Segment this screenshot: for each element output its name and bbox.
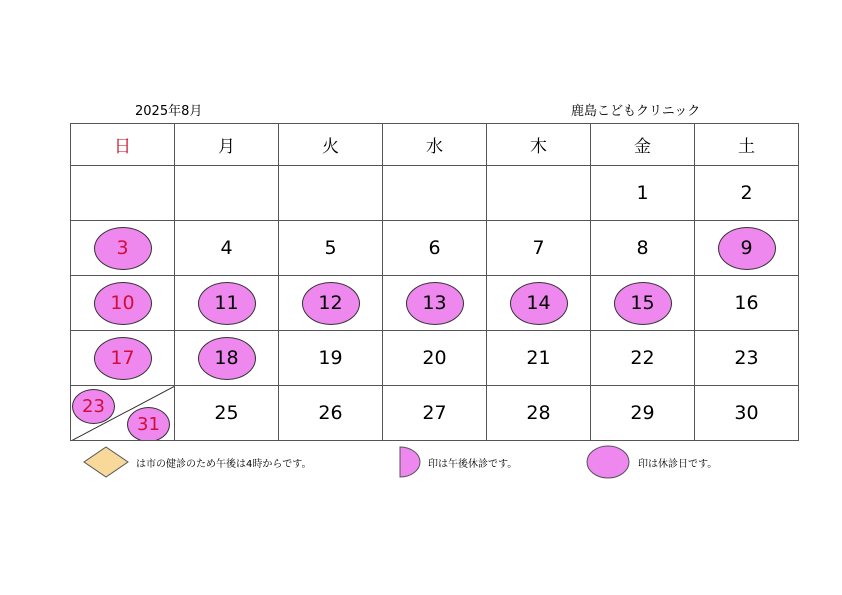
day-number: 21 [526,347,551,369]
day-number: 30 [734,402,759,424]
clinic-name: 鹿島こどもクリニック [571,104,701,119]
day-number: 7 [532,237,545,259]
holiday-marker: 23 [72,389,115,424]
day-number: 6 [428,237,441,259]
legend-afternoon-off-text: 印は午後休診です。 [428,458,518,470]
day-number: 20 [422,347,447,369]
day-number: 8 [636,237,649,259]
diamond-icon [82,445,130,479]
month-label: 2025年8月 [135,104,203,119]
day-cell [591,386,695,441]
day-cell [695,276,799,331]
day-cell [487,166,591,221]
day-cell [175,166,279,221]
day-cell [279,276,383,331]
day-number: 29 [630,402,655,424]
day-cell [175,386,279,441]
weekday-header-row [71,124,799,166]
day-cell [487,386,591,441]
holiday-marker: 31 [127,407,170,441]
holiday-marker: 9 [718,227,776,270]
day-cell [71,221,175,276]
day-number: 4 [220,237,233,259]
day-cell [175,276,279,331]
weekday-fri: 金 [591,124,695,166]
day-number: 16 [734,292,759,314]
day-cell [279,166,383,221]
day-cell [591,331,695,386]
holiday-marker: 13 [406,282,464,325]
holiday-marker: 12 [302,282,360,325]
weekday-thu: 木 [487,124,591,166]
week-row [71,276,799,331]
holiday-marker: 3 [94,227,152,270]
weekday-wed: 水 [383,124,487,166]
week-row [71,331,799,386]
split-day-cell [71,386,175,441]
day-cell [695,166,799,221]
day-cell [71,331,175,386]
legend-checkup-text: は市の健診のため午後は4時からです。 [136,458,312,470]
day-cell [487,331,591,386]
legend-closed-text: 印は休診日です。 [638,458,718,470]
weekday-sun: 日 [71,124,175,166]
legend-checkup [82,445,311,479]
day-number: 23 [734,347,759,369]
day-cell [383,221,487,276]
holiday-marker: 10 [94,282,152,325]
day-cell [71,276,175,331]
half-circle-icon [398,445,422,479]
day-number: 5 [324,237,337,259]
weekday-mon: 月 [175,124,279,166]
day-cell [591,166,695,221]
holiday-marker: 14 [510,282,568,325]
calendar-table [70,123,799,441]
day-cell [695,386,799,441]
day-number: 22 [630,347,655,369]
week-row [71,221,799,276]
day-cell [383,386,487,441]
day-cell [279,386,383,441]
legend-afternoon-off [398,445,517,479]
day-cell [383,331,487,386]
day-cell [175,331,279,386]
day-number: 28 [526,402,551,424]
day-cell [279,331,383,386]
day-cell [695,221,799,276]
day-number: 26 [318,402,343,424]
week-row [71,166,799,221]
day-number: 27 [422,402,447,424]
day-cell [175,221,279,276]
day-number: 2 [740,182,753,204]
day-cell [591,276,695,331]
day-cell [487,221,591,276]
day-number: 25 [214,402,239,424]
day-number: 1 [636,182,649,204]
day-cell [71,166,175,221]
holiday-marker: 17 [94,337,152,380]
legend-closed [586,445,717,479]
day-number: 19 [318,347,343,369]
holiday-marker: 11 [198,282,256,325]
day-cell [279,221,383,276]
ellipse-icon [586,445,632,479]
week-row [71,386,799,441]
day-cell [695,331,799,386]
holiday-marker: 15 [614,282,672,325]
day-cell [487,276,591,331]
weekday-sat: 土 [695,124,799,166]
day-cell [591,221,695,276]
day-cell [383,276,487,331]
day-cell [383,166,487,221]
weekday-tue: 火 [279,124,383,166]
holiday-marker: 18 [198,337,256,380]
